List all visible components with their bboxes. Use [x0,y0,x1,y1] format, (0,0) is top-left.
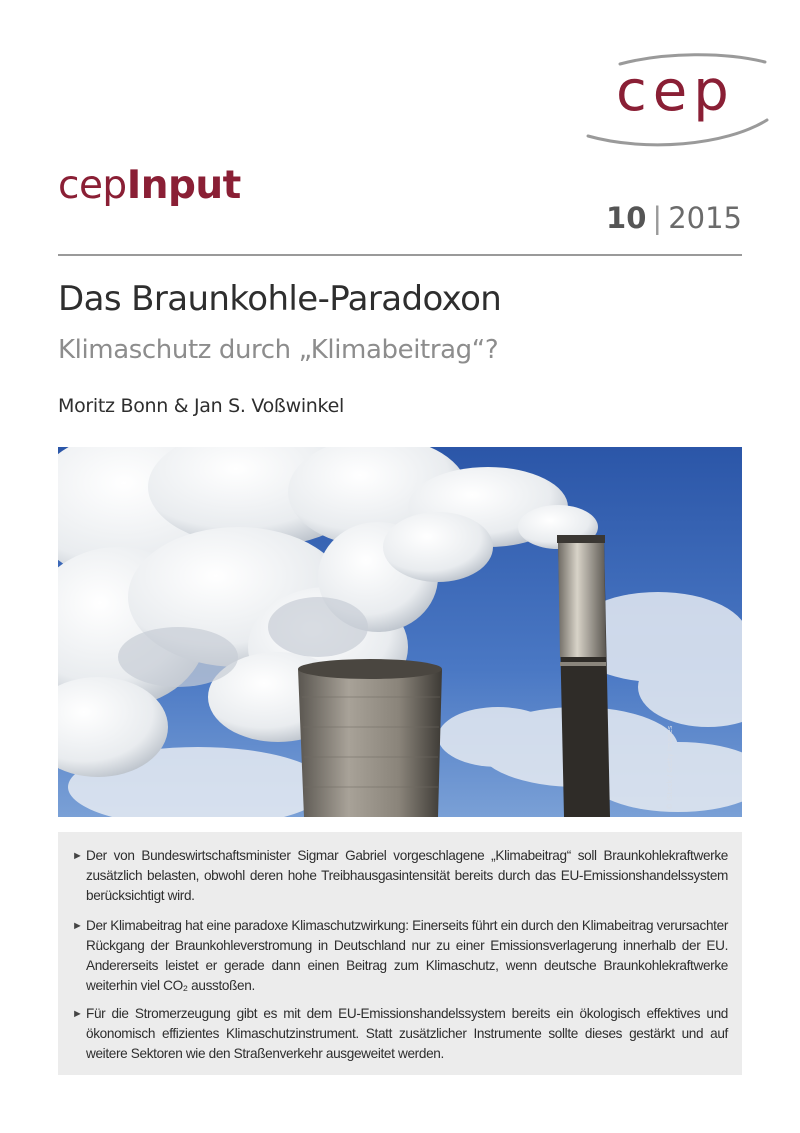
logo-text: cep [616,59,735,124]
summary-item-text: Der von Bundeswirtschaftsminister Sigmar Gabriel vorgeschlagene „Klimabeitrag“ soll Braunkohlekraftwerke zusätzlich belasten, obwohl deren hohe Treibhausgasintensität bereits durch das EU-Emissionshandelssystem berücksichtigt wird. [86,848,728,903]
header-divider [58,254,742,256]
bullet-arrow-icon: ► [72,920,83,932]
bullet-arrow-icon: ► [72,1008,83,1020]
page-title: Das Braunkohle-Paradoxon [58,279,502,319]
series-prefix: cep [58,163,127,208]
issue-number: 10 [606,201,647,235]
power-plant-image [58,447,742,817]
series-title [58,163,241,208]
summary-item [72,916,728,996]
issue-separator: | [652,201,663,235]
photo-credit: © iStock / Getty Images [666,725,674,810]
summary-item [72,846,728,906]
page-subtitle: Klimaschutz durch „Klimabeitrag“? [58,335,499,365]
issue-info [606,201,742,235]
bullet-arrow-icon: ► [72,850,83,862]
summary-item-text: Der Klimabeitrag hat eine paradoxe Klimaschutzwirkung: Einerseits führt ein durch den Klimabeitrag verursachter Rückgang der Braunkohleverstromung in Deutschland nur zu einer Emissionsverlagerung innerhalb der EU. Andererseits leistet er gerade dann einen Beitrag zum Klimaschutz, wenn deutsche Braunkohlekraftwerke weiterhin viel CO₂ ausstoßen. [86,918,728,993]
cover-photo [58,447,742,817]
series-name: Input [126,163,241,208]
authors: Moritz Bonn & Jan S. Voßwinkel [58,395,344,417]
summary-item [72,1004,728,1064]
summary-item-text: Für die Stromerzeugung gibt es mit dem EU-Emissionshandelssystem bereits ein ökologisch effektives und ökonomisch effizientes Klimaschutzinstrument. Statt zusätzlicher Instrumente sollte dieses gestärkt und auf weitere Sektoren wie den Straßenverkehr ausgeweitet werden. [86,1006,728,1061]
issue-year: 2015 [668,201,742,235]
